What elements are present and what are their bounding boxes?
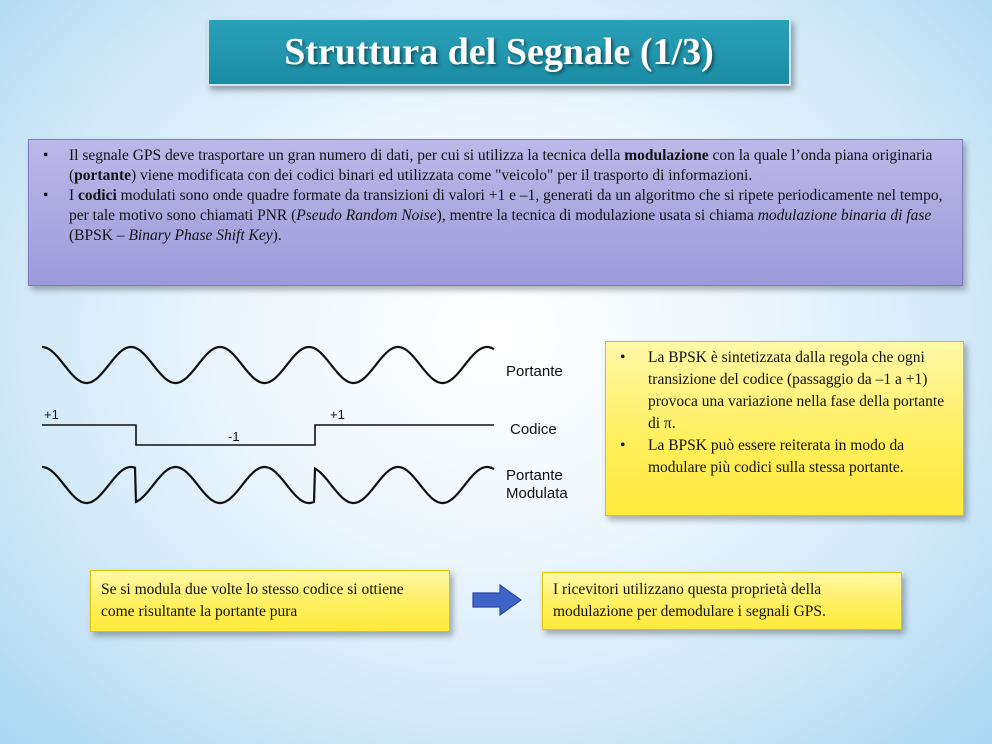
bpsk-item: [614, 347, 953, 435]
modulated-carrier-wave: [42, 467, 494, 503]
code-plus-one-label: +1: [44, 407, 59, 422]
italic-term: modulazione binaria di fase: [757, 207, 932, 224]
bpsk-rule-box: [605, 341, 964, 516]
bpsk-item-text: La BPSK può essere reiterata in modo da modulare più codici sulla stessa portante.: [648, 437, 905, 476]
slide-title-box: [207, 18, 791, 86]
bold-term: portante: [74, 167, 131, 184]
label-portante: Portante: [506, 363, 563, 380]
code-square-wave: [42, 425, 494, 445]
bpsk-item-text: La BPSK è sintetizzata dalla regola che ogni transizione del codice (passaggio da –1 a +1) provoca una variazione nella fase della portante di π.: [648, 349, 945, 432]
bold-term: codici: [78, 187, 117, 204]
italic-term: Binary Phase Shift Key: [128, 227, 273, 244]
bpsk-list: [614, 347, 953, 479]
code-minus-one-label: -1: [228, 429, 240, 444]
receiver-note: I ricevitori utilizzano questa proprietà della modulazione per demodulare i segnali GPS.: [542, 572, 902, 630]
bpsk-diagram: [38, 335, 578, 515]
intro-item-modulazione: [37, 146, 952, 186]
text-run: modulati sono onde quadre formate da transizioni di valori +1 e –1, generati da un algoritmo che si ripete periodicamente nel tempo, per tale motivo sono chiamati PNR (: [69, 187, 943, 224]
label-portante-modulata-2: Modulata: [506, 485, 568, 502]
right-arrow-icon: [472, 584, 522, 616]
bullet-icon: •: [43, 187, 49, 204]
text-run: I: [69, 187, 79, 204]
code-plus-one-label-2: +1: [330, 407, 345, 422]
bpsk-item: [614, 435, 953, 479]
text-run: con la quale l’onda piana originaria (: [69, 147, 933, 184]
bullet-icon: •: [620, 349, 626, 366]
italic-term: Pseudo Random Noise: [296, 207, 437, 224]
intro-item-codici: [37, 186, 952, 246]
carrier-wave: [42, 347, 494, 383]
label-portante-modulata-1: Portante: [506, 467, 563, 484]
double-modulation-note: Se si modula due volte lo stesso codice si ottiene come risultante la portante pura: [90, 570, 450, 632]
intro-box: [28, 139, 963, 286]
slide-title: Struttura del Segnale (1/3): [284, 31, 714, 73]
text-run: ) viene modificata con dei codici binari ed utilizzata come "veicolo" per il trasporto di informazioni.: [131, 167, 753, 184]
bullet-icon: •: [620, 437, 626, 454]
intro-list: [37, 146, 952, 246]
label-codice: Codice: [510, 421, 557, 438]
text-run: ).: [272, 227, 282, 244]
text-run: (BPSK –: [69, 227, 129, 244]
text-run: ), mentre la tecnica di modulazione usata si chiama: [436, 207, 758, 224]
text-run: Il segnale GPS deve trasportare un gran numero di dati, per cui si utilizza la tecnica della: [69, 147, 625, 164]
bold-term: modulazione: [624, 147, 709, 164]
bullet-icon: •: [43, 147, 49, 164]
